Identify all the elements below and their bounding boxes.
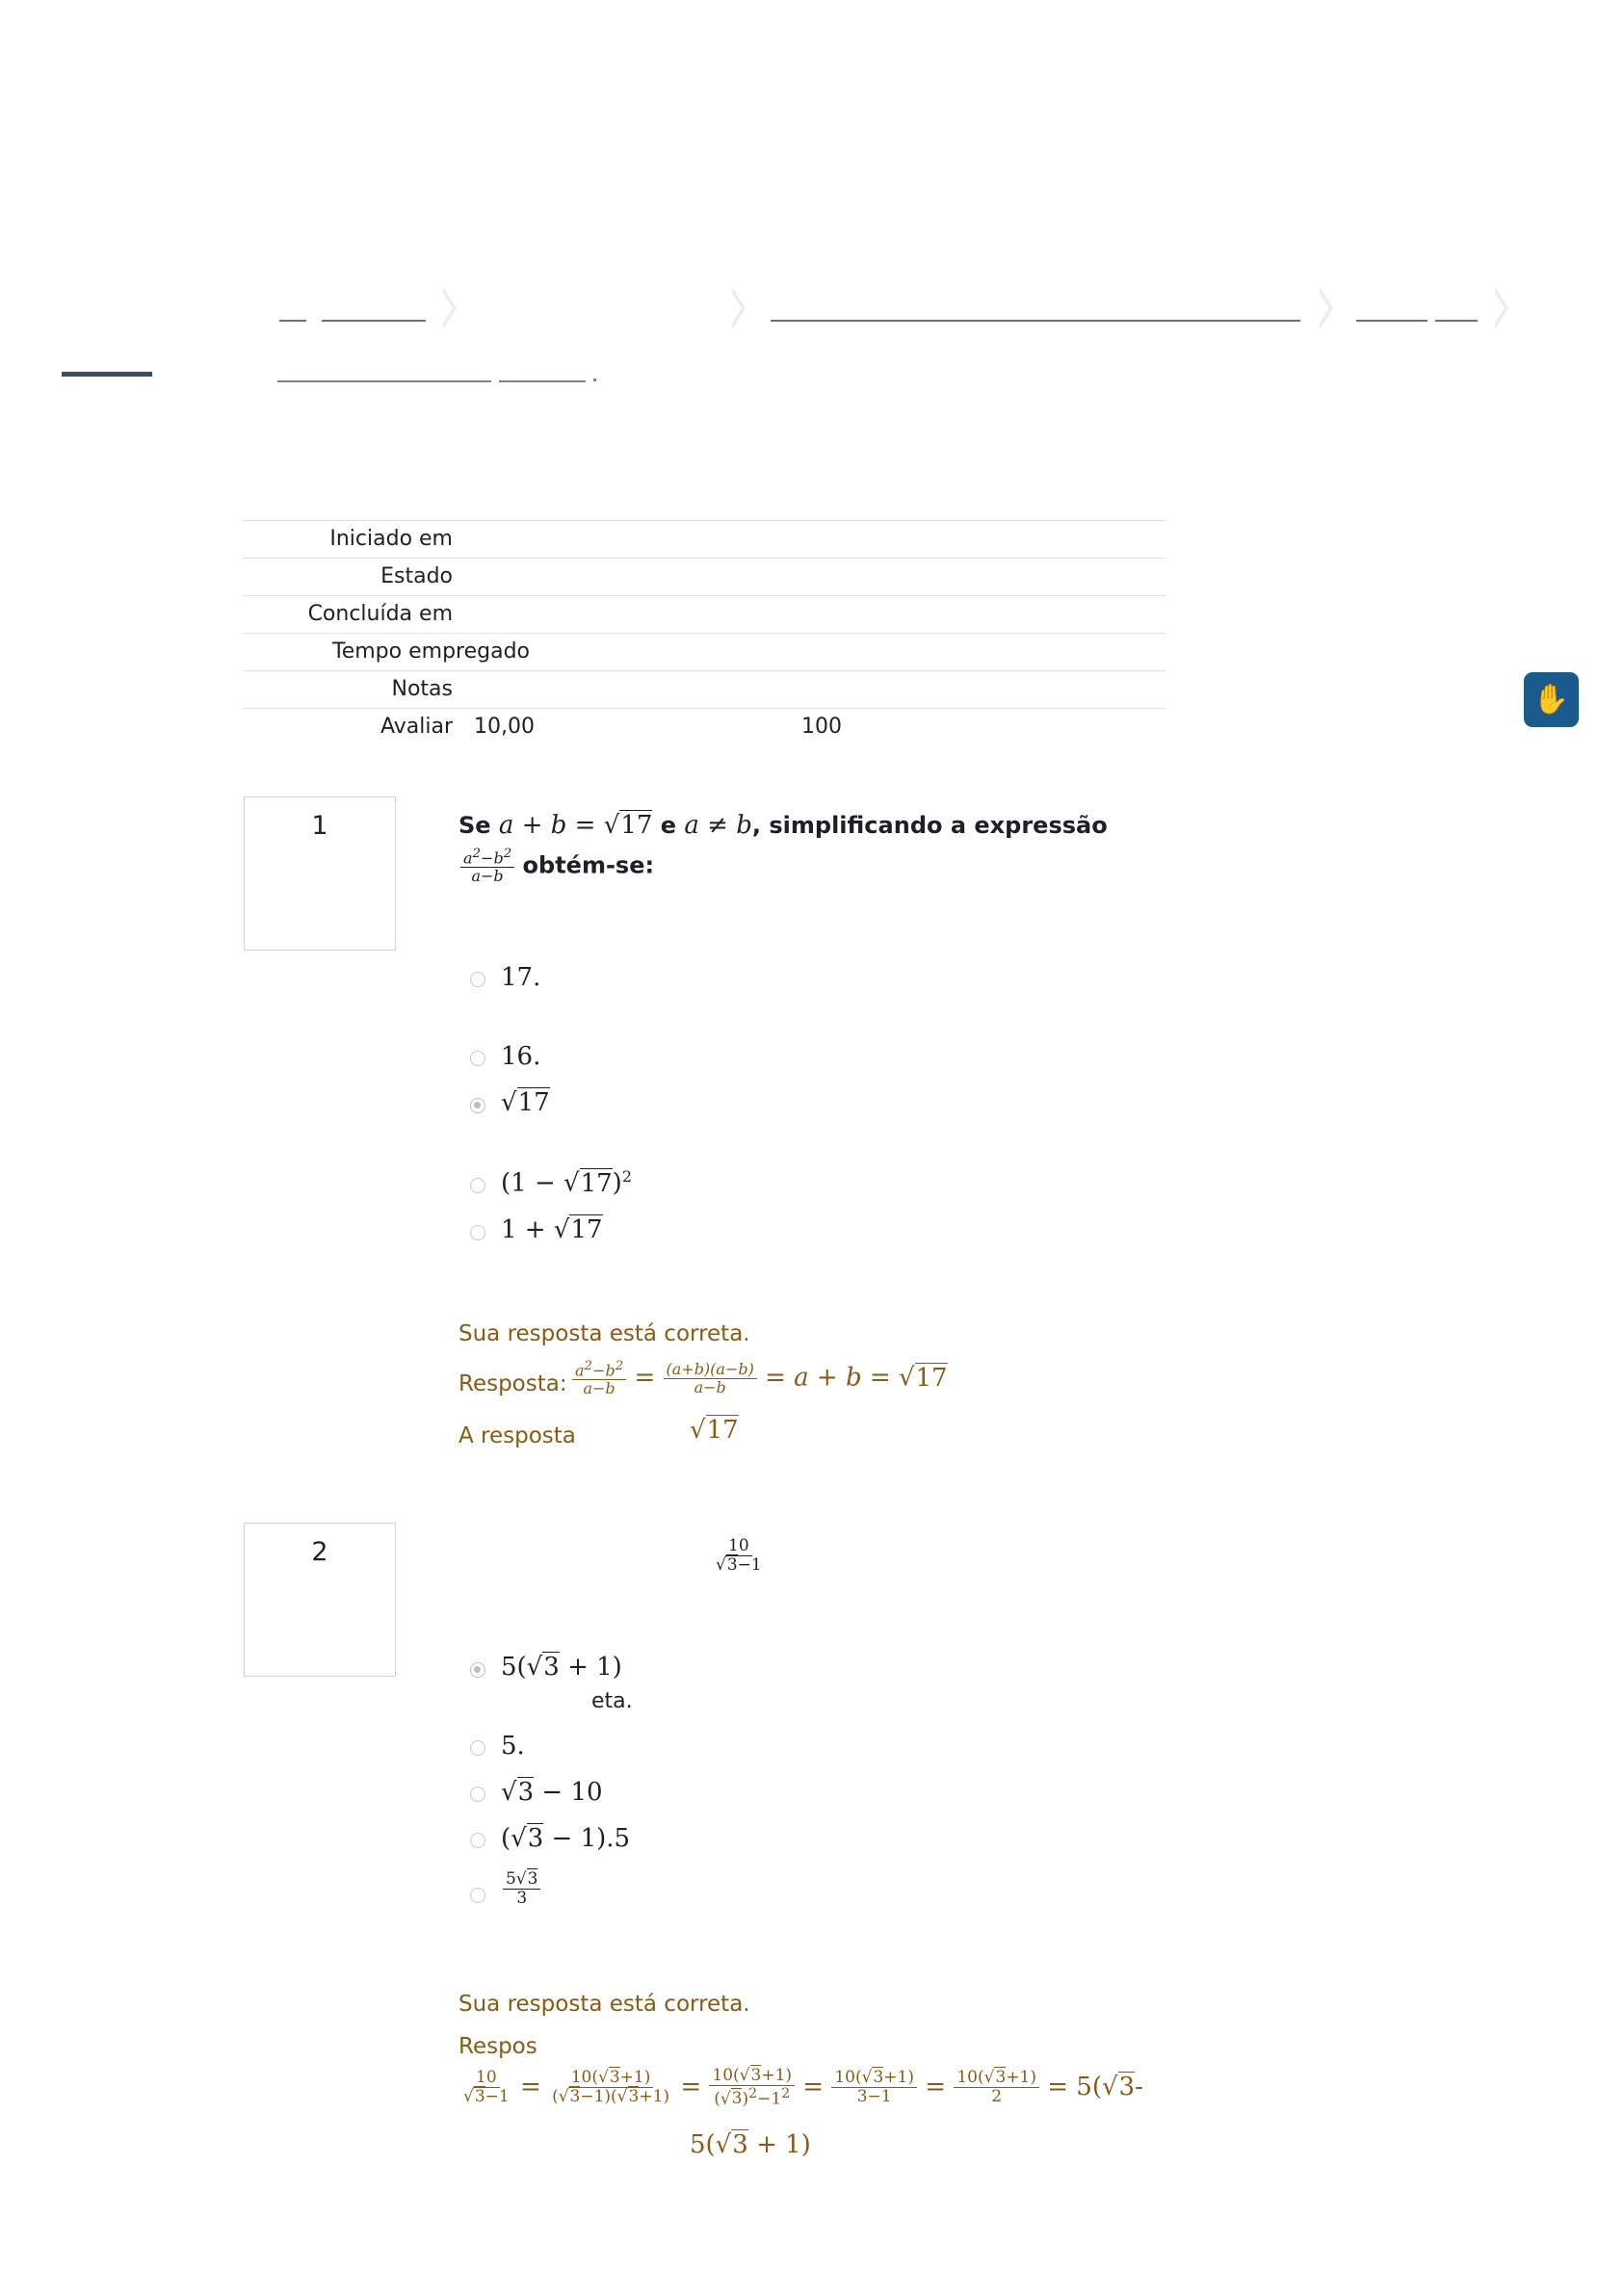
feedback-correct: Sua resposta está correta. (458, 1321, 750, 1346)
question-text-line-2 (460, 848, 654, 885)
answer-radio[interactable] (470, 1888, 485, 1903)
summary-value (530, 634, 1166, 670)
summary-value (453, 559, 1166, 595)
answer-explanation-math: $\frac{a^2-b^2}{a-b}$ = $\frac{(a+b)(a-b)}{a-b}$ = a + b = √17 (572, 1360, 948, 1397)
summary-label: Notas (391, 677, 453, 701)
question-number: 1 (311, 811, 328, 841)
summary-label: Iniciado em (329, 527, 453, 551)
question-number: 2 (311, 1537, 328, 1567)
summary-value (453, 671, 1166, 708)
summary-label: Concluída em (307, 602, 453, 626)
page-subtitle-line (499, 380, 586, 382)
breadcrumb-item-2[interactable] (322, 320, 426, 322)
summary-row (243, 520, 1166, 558)
answer-label: Resposta: (458, 1371, 567, 1396)
summary-value (453, 709, 1166, 745)
left-nav-bar (62, 372, 152, 377)
question-text-part: Se (458, 812, 491, 839)
answer-radio[interactable] (470, 1787, 485, 1802)
question-info-box (244, 796, 396, 951)
question-text-part: e (660, 812, 677, 839)
answer-radio[interactable] (470, 1178, 485, 1193)
breadcrumb-chevron-icon (1320, 287, 1333, 329)
answer-option[interactable]: 17. (501, 963, 541, 992)
grade-max: 100 (801, 715, 842, 739)
answer-option[interactable]: 16. (501, 1042, 541, 1071)
summary-value (453, 521, 1166, 558)
answer-radio-selected[interactable] (470, 1098, 485, 1113)
math-expression: a + b = √17 (498, 811, 653, 840)
right-answer-math: √17 (690, 1416, 739, 1445)
answer-option[interactable]: 5(√3 + 1) (501, 1653, 622, 1682)
answer-option[interactable]: $(1 - √17)^2$ (501, 1167, 633, 1198)
answer-explanation-math: $\frac{10}{√3-1}$ = $\frac{10(√3+1)}{(√3-1)(√3+1)}$ = $\frac{10(√3+1)}{(√3)^2-1^2}$ = $\frac{10(√3+1)}{3-1}$ = $\frac{10(√3+1)}{2}$ = 5(√3- (463, 2066, 1143, 2109)
question-info-box (244, 1523, 396, 1677)
summary-label: Estado (380, 564, 453, 588)
page-subtitle-line (277, 380, 491, 382)
breadcrumb-item-5[interactable] (1435, 320, 1478, 322)
summary-row (243, 558, 1166, 595)
question-text-part: obtém-se: (522, 851, 655, 879)
answer-label: Respos (458, 2034, 537, 2059)
answer-radio[interactable] (470, 1051, 485, 1066)
page-subtitle-dot (593, 378, 596, 381)
summary-row (243, 595, 1166, 633)
summary-label: Tempo empregado (332, 639, 530, 664)
summary-label: Avaliar (380, 715, 453, 739)
answer-option[interactable]: √3 − 10 (501, 1778, 603, 1807)
breadcrumb-chevron-icon (732, 287, 746, 329)
right-answer-label: A resposta (458, 1423, 576, 1448)
answer-radio[interactable] (470, 1225, 485, 1240)
answer-option[interactable]: (√3 − 1).5 (501, 1824, 631, 1853)
attempt-summary-table (243, 520, 1166, 745)
summary-value (453, 596, 1166, 633)
summary-row (243, 708, 1166, 745)
breadcrumb-item-1[interactable] (279, 320, 306, 322)
question-text (458, 811, 1108, 840)
answer-option[interactable]: 5. (501, 1732, 525, 1761)
breadcrumb-chevron-icon (1495, 287, 1508, 329)
answer-option[interactable]: $\frac{5√3}{3}$ (503, 1870, 540, 1908)
breadcrumb-item-3[interactable] (771, 320, 1300, 322)
sign-language-hand-icon[interactable]: ✋ (1524, 672, 1579, 727)
question-text-part: , simplificando a expressão (751, 812, 1108, 839)
grade-value: 10,00 (474, 715, 535, 739)
answer-radio[interactable] (470, 1833, 485, 1848)
answer-option[interactable]: √17 (501, 1088, 550, 1117)
answer-radio[interactable] (470, 972, 485, 987)
math-fraction: $\frac{a^2-b^2}{a-b}$ (460, 848, 514, 885)
math-expression: a ≠ b (684, 811, 752, 840)
summary-row (243, 633, 1166, 670)
answer-radio-selected[interactable] (470, 1662, 485, 1678)
breadcrumb-item-4[interactable] (1356, 320, 1428, 322)
question-math: $\frac{10}{√3-1}$ (716, 1536, 762, 1575)
feedback-correct: Sua resposta está correta. (458, 1992, 750, 2017)
breadcrumb-chevron-icon (443, 287, 457, 329)
option-note: eta. (591, 1689, 633, 1713)
answer-radio[interactable] (470, 1740, 485, 1756)
answer-option[interactable]: 1 + √17 (501, 1215, 603, 1244)
summary-row (243, 670, 1166, 708)
right-answer-math: 5(√3 + 1) (690, 2130, 811, 2159)
